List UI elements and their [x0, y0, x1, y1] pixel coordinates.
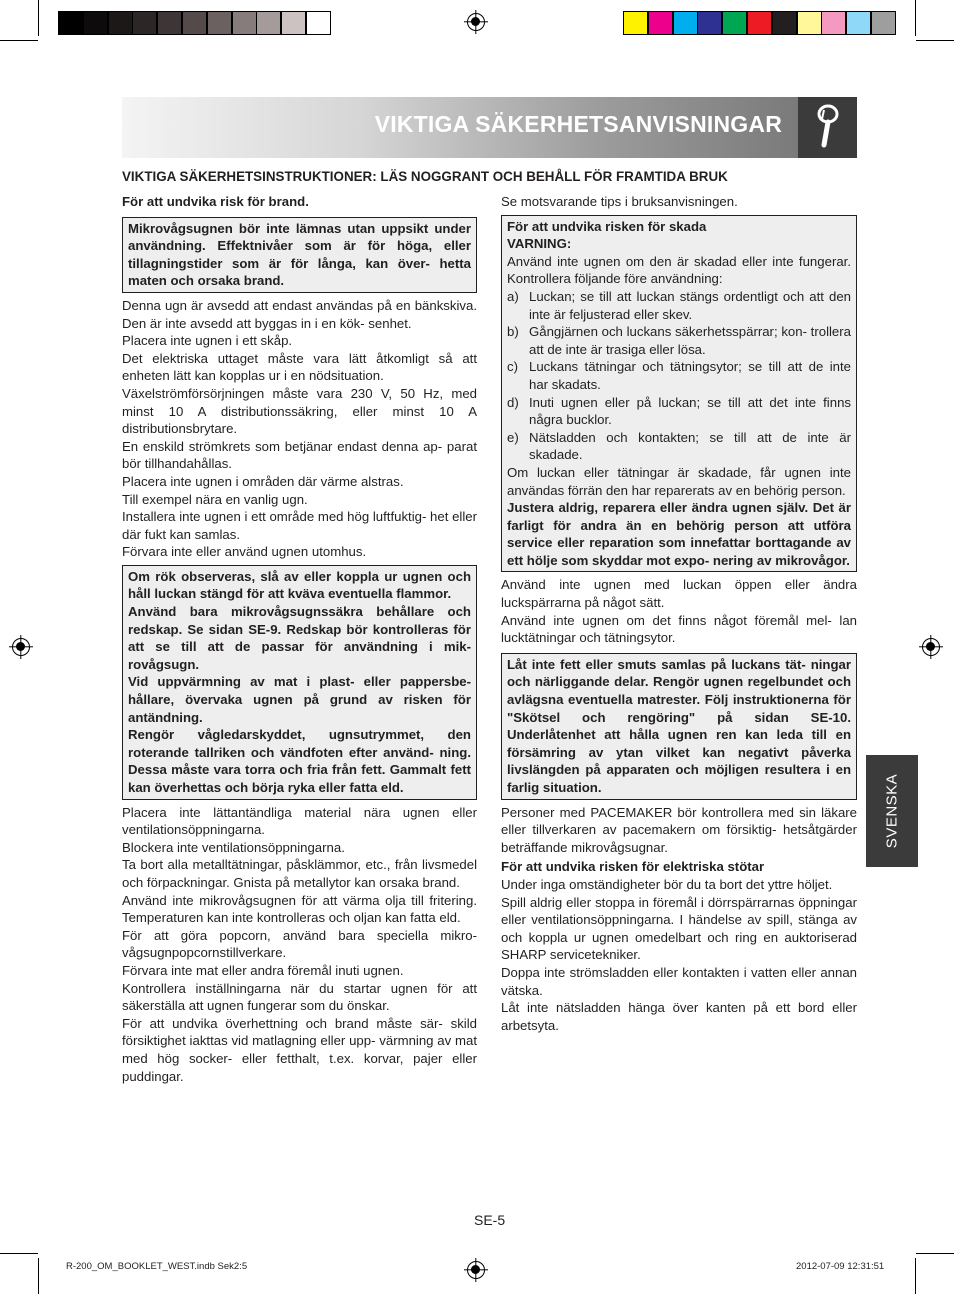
color-swatch — [281, 11, 306, 35]
box-heading: För att undvika risken för skada — [507, 218, 707, 234]
section-heading: För att undvika risken för elektriska stötar — [501, 859, 765, 875]
color-swatch — [871, 11, 896, 35]
crop-mark — [915, 0, 916, 36]
registration-mark-icon — [922, 638, 940, 656]
paragraph: Förvara inte mat eller andra föremål inuti ugnen. — [122, 962, 404, 978]
list-item — [507, 288, 851, 323]
color-swatch — [232, 11, 257, 35]
paragraph: Under inga omständigheter bör du ta bort det yttre höljet. — [501, 876, 833, 892]
page-title: VIKTIGA SÄKERHETSANVISNINGAR — [374, 111, 782, 137]
paragraph-group — [501, 804, 857, 857]
crop-mark — [916, 1253, 954, 1254]
paragraph: Doppa inte strömsladden eller kontakten i vatten eller annan vätska. — [501, 964, 857, 998]
color-swatch — [108, 11, 133, 35]
paragraph: Personer med PACEMAKER bör kontrollera med sin läkare eller tillverkaren av pacemakern om försiktig- hetsåtgärder beträffande mikrovågsugnar. — [501, 804, 857, 855]
color-swatch — [747, 11, 772, 35]
list-marker: d) — [507, 394, 519, 410]
color-swatch — [697, 11, 722, 35]
box-text: Använd inte ugnen om den är skadad eller inte fungerar. Kontrollera följande före användning: — [507, 253, 851, 287]
list-marker: b) — [507, 324, 519, 340]
crop-mark — [38, 0, 39, 36]
crop-mark — [38, 1258, 39, 1294]
section-heading: För att undvika risk för brand. — [122, 194, 309, 209]
left-column — [122, 193, 477, 1085]
paragraph: Det elektriska uttaget måste vara lätt åtkomligt så att enheten lätt kan kopplas ur i en nödsituation. — [122, 350, 477, 384]
crop-mark — [0, 1253, 38, 1254]
list-text: Gångjärnen och luckans säkerhetsspärrar; kon- trollera att de inte är trasiga eller lösa. — [529, 324, 851, 357]
color-swatch — [306, 11, 331, 35]
paragraph: Denna ugn är avsedd att endast användas på en bänkskiva. Den är inte avsedd att byggas in i en kök- senhet. — [122, 297, 477, 331]
title-banner — [122, 97, 798, 158]
box-text: Mikrovågsugnen bör inte lämnas utan uppsikt under användning. Effektnivåer som är för höga, eller tillagningstider som är för långa, kan över- hetta maten och orsaka brand. — [128, 220, 471, 289]
paragraph-group — [122, 804, 477, 1086]
footer-file-info: R-200_OM_BOOKLET_WEST.indb Sek2:5 — [66, 1261, 248, 1272]
color-swatch — [722, 11, 747, 35]
list-text: Inuti ugnen eller på luckan; se till att det inte finns några bucklor. — [529, 394, 851, 428]
paragraph: Använd inte ugnen med luckan öppen eller ändra luckspärrarna på något sätt. — [501, 577, 857, 611]
paragraph: För att undvika överhettning och brand måste sär- skild försiktighet iakttas vid matlagning eller upp- värmning av mat med hög socker- eller fetthalt, t.ex. korvar, pajer eller puddingar. — [122, 1015, 477, 1084]
color-swatch — [256, 11, 281, 35]
paragraph: För att göra popcorn, använd bara speciella mikro- vågsugnpopcornstillverkare. — [122, 927, 477, 961]
box-text: Låt inte fett eller smuts samlas på luckans tät- ningar och närliggande delar. Rengör ugnen regelbundet och avlägsna eventuella matrester. Följ instruktionerna för "Skötsel och rengöring" på sidan SE-10. Underlåtenhet att hålla ugnen ren kan leda till en försämring av ytan vilket kan negativt påverka livslängden på apparaten och möjligen resultera i en farlig situation. — [507, 656, 851, 795]
list-item — [507, 358, 851, 393]
color-swatch — [846, 11, 871, 35]
paragraph: Förvara inte eller använd ugnen utomhus. — [122, 544, 367, 560]
color-swatch — [821, 11, 846, 35]
list-text: Luckan; se till att luckan stängs ordentligt och att den inte är feljusterad eller skev. — [529, 288, 851, 322]
footer-timestamp: 2012-07-09 12:31:51 — [796, 1261, 885, 1272]
info-icon — [798, 97, 857, 158]
list-marker: c) — [507, 359, 518, 375]
paragraph: Använd inte ugnen om det finns något föremål mel- lan lucktätningar och tätningsytor. — [501, 612, 857, 646]
warning-box — [501, 653, 857, 800]
box-text: Justera aldrig, reparera eller ändra ugnen själv. Det är farligt för andra än en behörig person att utföra service eller reparation som innefattar borttagande av ett hölje som skyddar mot expo- nering av mikrovågor. — [507, 500, 851, 568]
color-swatch — [157, 11, 182, 35]
warning-box — [122, 565, 477, 800]
list-text: Luckans tätningar och tätningsytor; se till att de inte har skadats. — [529, 359, 851, 392]
paragraph: En enskild strömkrets som betjänar endast denna ap- parat bör tillhandahållas. — [122, 438, 477, 472]
language-label: SVENSKA — [883, 773, 901, 849]
paragraph: Vid uppvärmning av mat i plast- eller pappersbe- hållare, övervaka ugnen på grund av risken för antändning. — [128, 674, 471, 725]
color-swatch — [673, 11, 698, 35]
paragraph: Rengör vågledarskyddet, ugnsutrymmet, den roterande tallriken och vändfoten efter använd- ning. Dessa måste vara torra och fria från fett. Gammalt fett kan överhettas och börja ryka eller fatta eld. — [128, 727, 471, 795]
paragraph: Låt inte nätsladden hänga över kanten på ett bord eller arbetsyta. — [501, 1000, 857, 1033]
paragraph-group — [122, 297, 477, 561]
registration-mark-icon — [12, 638, 30, 656]
paragraph: Placera inte ugnen i ett skåp. — [122, 333, 293, 349]
color-swatch — [797, 11, 822, 35]
paragraph: Placera inte ugnen i områden där värme alstras. — [122, 473, 404, 489]
paragraph: Installera inte ugnen i ett område med hög luftfuktig- het eller där fukt kan samlas. — [122, 509, 477, 542]
color-swatch — [83, 11, 108, 35]
paragraph: Använd bara mikrovågsugnssäkra behållare och redskap. Se sidan SE-9. Redskap bör kontrolleras för att se till att de passar för användning i mik- rovågsugn. — [128, 604, 471, 672]
list-item — [507, 394, 851, 429]
color-swatch — [648, 11, 673, 35]
warning-label: VARNING: — [507, 236, 572, 252]
registration-mark-icon — [467, 13, 485, 31]
checklist — [507, 288, 851, 464]
section-subtitle: VIKTIGA SÄKERHETSINSTRUKTIONER: LÄS NOGGRANT OCH BEHÅLL FÖR FRAMTIDA BRUK — [122, 169, 728, 184]
paragraph-group — [501, 876, 857, 1034]
page-number: SE-5 — [474, 1212, 506, 1228]
intro-text: Se motsvarande tips i bruksanvisningen. — [501, 194, 738, 209]
paragraph: Kontrollera inställningarna när du startar ugnen för att säkerställa att ugnen fungerar som du önskar. — [122, 980, 477, 1014]
list-marker: a) — [507, 288, 519, 304]
paragraph: Om rök observeras, slå av eller koppla ur ugnen och håll luckan stängd för att kväva eventuella flammor. — [128, 568, 471, 602]
registration-mark-icon — [467, 1261, 485, 1279]
right-column — [501, 193, 857, 1034]
color-swatch — [182, 11, 207, 35]
list-marker: e) — [507, 429, 519, 445]
crop-mark — [0, 40, 38, 41]
paragraph: Placera inte lättantändliga material nära ugnen eller ventilationsöppningarna. — [122, 804, 477, 838]
box-text: Om luckan eller tätningar är skadade, får ugnen inte användas förrän den har reparerats av en behörig person. — [507, 464, 851, 498]
paragraph-group — [501, 576, 857, 646]
paragraph: Växelströmförsörjningen måste vara 230 V, 50 Hz, med minst 10 A distributionssäkring, eller minst 10 A distributionsbrytare. — [122, 385, 477, 437]
color-swatch — [132, 11, 157, 35]
list-item — [507, 429, 851, 464]
color-swatch — [772, 11, 797, 35]
paragraph: Blockera inte ventilationsöppningarna. — [122, 839, 345, 855]
color-swatch — [58, 11, 83, 35]
color-swatch — [623, 11, 648, 35]
crop-mark — [916, 40, 954, 41]
list-item — [507, 323, 851, 358]
warning-box — [501, 215, 857, 573]
paragraph: Till exempel nära en vanlig ugn. — [122, 491, 308, 507]
paragraph: Använd inte mikrovågsugnen för att värma olja till fritering. Temperaturen kan inte kontrolleras och oljan kan fatta eld. — [122, 892, 477, 926]
crop-mark — [915, 1258, 916, 1294]
list-text: Nätsladden och kontakten; se till att de inte är skadade. — [529, 429, 851, 463]
paragraph: Spill aldrig eller stoppa in föremål i dörrspärrarnas öppningar eller ventilationsöppningarna. I händelse av spill, stänga av och koppla ur ugnen omedelbart och ring en auktoriserad SHARP servicetekniker. — [501, 894, 857, 963]
warning-box — [122, 217, 477, 293]
color-swatch — [207, 11, 232, 35]
paragraph: Ta bort alla metalltätningar, påsklämmor, etc., från livsmedel och förpackningar. Gnista på metallytor kan orsaka brand. — [122, 857, 477, 890]
language-tab — [866, 755, 918, 867]
